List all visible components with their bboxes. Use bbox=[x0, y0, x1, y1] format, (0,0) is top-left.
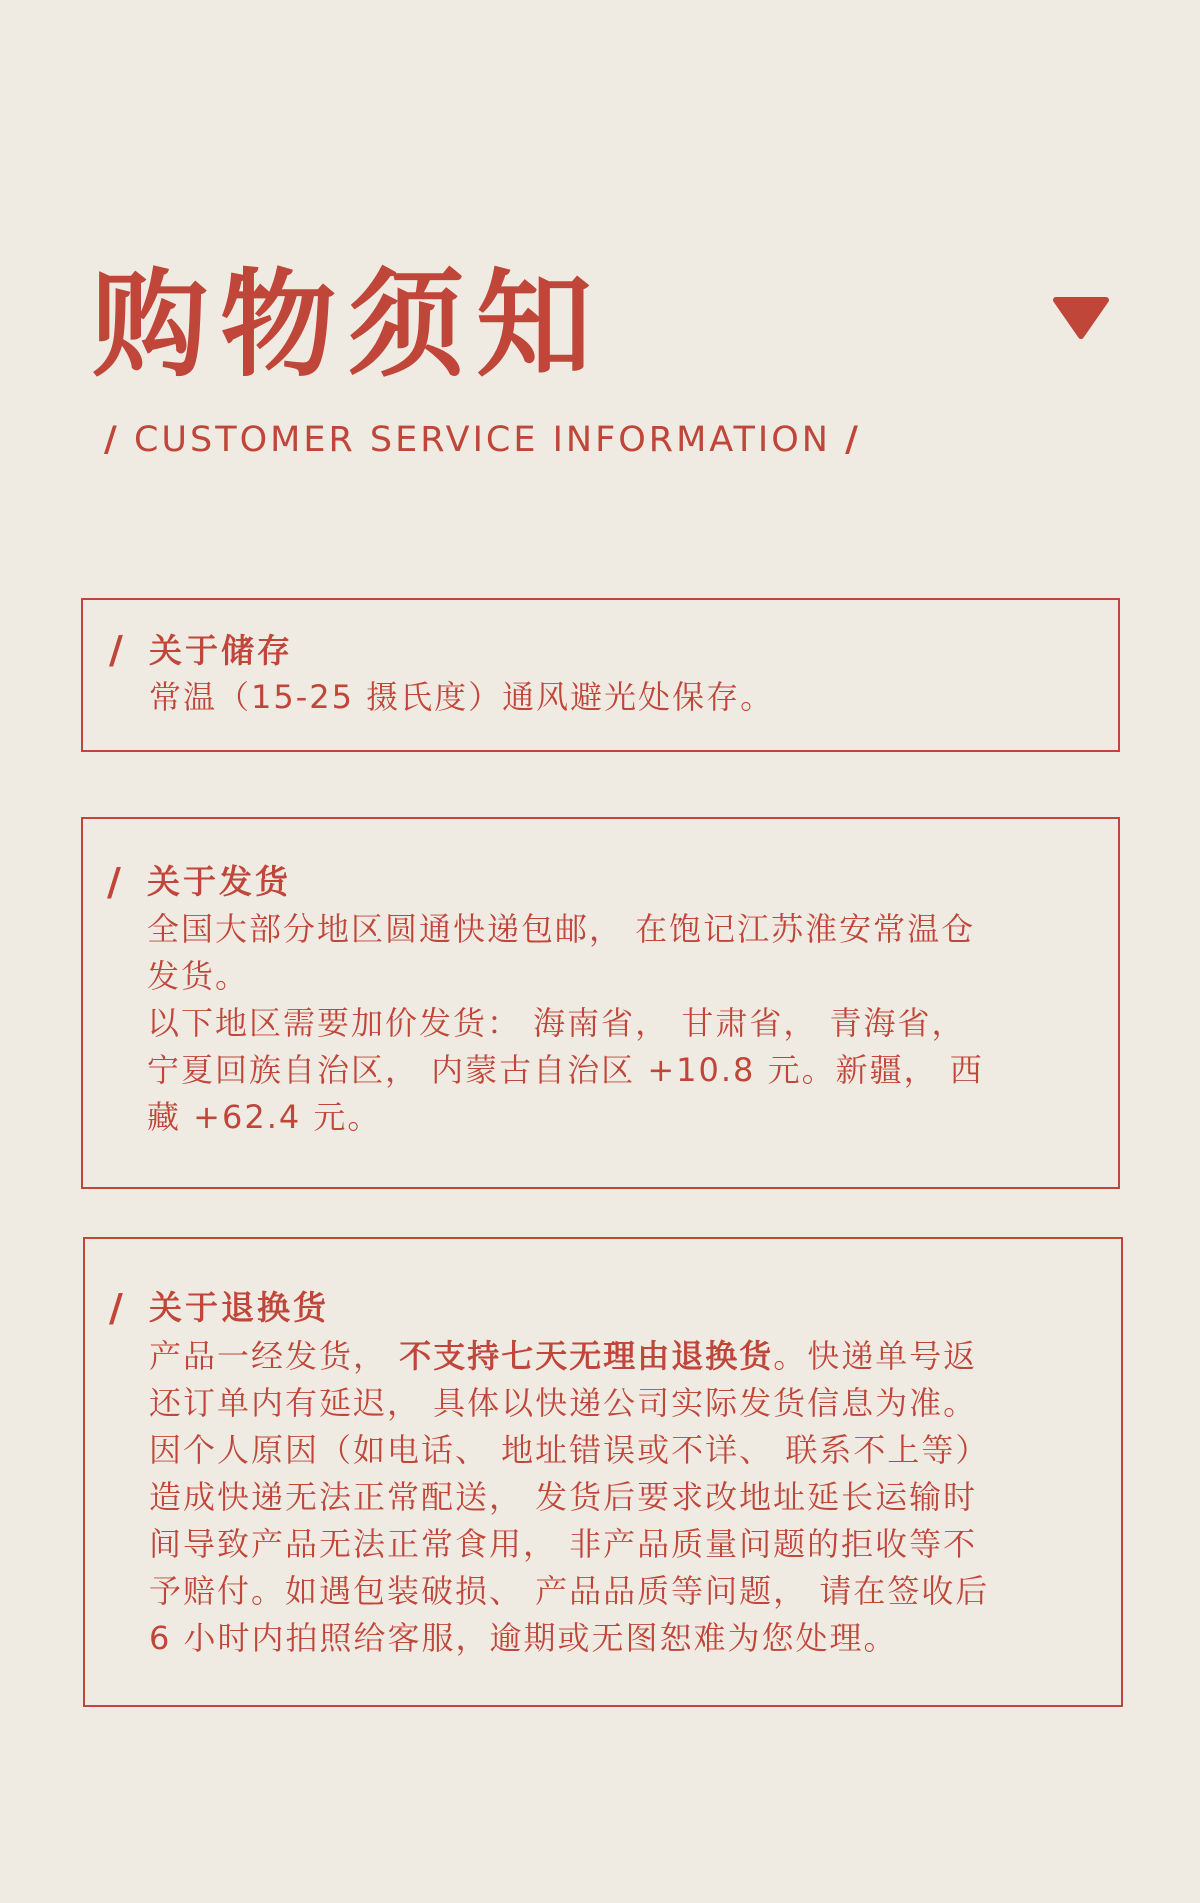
page-title: 购物须知 bbox=[92, 258, 604, 393]
heading-slash: / bbox=[107, 860, 121, 904]
heading-slash: / bbox=[109, 1286, 123, 1330]
text-line: 造成快递无法正常配送， 发货后要求改地址延长运输时 bbox=[149, 1478, 978, 1516]
subtitle-slash-right: / bbox=[845, 420, 861, 460]
text-line: 宁夏回族自治区， 内蒙古自治区 +10.8 元。新疆， 西 bbox=[147, 1051, 984, 1089]
shipping-heading: 关于发货 bbox=[147, 862, 291, 901]
text-line: 以下地区需要加价发货： 海南省， 甘肃省， 青海省， bbox=[147, 1004, 966, 1042]
heading-slash: / bbox=[109, 628, 123, 672]
return-heading: 关于退换货 bbox=[149, 1288, 329, 1327]
text-line: 6 小时内拍照给客服，逾期或无图恕难为您处理。 bbox=[149, 1619, 898, 1657]
text-line: 间导致产品无法正常食用， 非产品质量问题的拒收等不 bbox=[149, 1525, 978, 1563]
text-line: 发货。 bbox=[147, 957, 250, 995]
return-card bbox=[83, 1237, 1123, 1707]
text-line: 因个人原因（如电话、 地址错误或不详、 联系不上等） bbox=[149, 1431, 990, 1469]
caret-down-icon[interactable] bbox=[1052, 296, 1110, 340]
text-line: 藏 +62.4 元。 bbox=[147, 1098, 382, 1136]
text-line: 予赔付。如遇包装破损、 产品品质等问题， 请在签收后 bbox=[149, 1572, 990, 1610]
subtitle-slash-left: / bbox=[104, 420, 120, 460]
text-segment: 。快递单号返 bbox=[773, 1337, 978, 1375]
shipping-card bbox=[81, 817, 1120, 1189]
page-subtitle bbox=[104, 420, 861, 460]
subtitle-text: CUSTOMER SERVICE INFORMATION bbox=[133, 420, 831, 460]
text-line: 还订单内有延迟， 具体以快递公司实际发货信息为准。 bbox=[149, 1384, 978, 1422]
text-segment: 产品一经发货， bbox=[149, 1337, 400, 1375]
storage-text bbox=[149, 674, 774, 721]
shipping-text bbox=[147, 906, 984, 1141]
no-return-policy-emphasis: 不支持七天无理由退换货 bbox=[399, 1337, 774, 1375]
text-line: 全国大部分地区圆通快递包邮， 在饱记江苏淮安常温仓 bbox=[147, 910, 976, 948]
storage-heading: 关于储存 bbox=[149, 631, 293, 670]
text-line: 常温（15-25 摄氏度）通风避光处保存。 bbox=[149, 678, 775, 716]
return-text bbox=[149, 1333, 989, 1662]
storage-card bbox=[81, 598, 1120, 752]
text-line bbox=[149, 1333, 989, 1380]
